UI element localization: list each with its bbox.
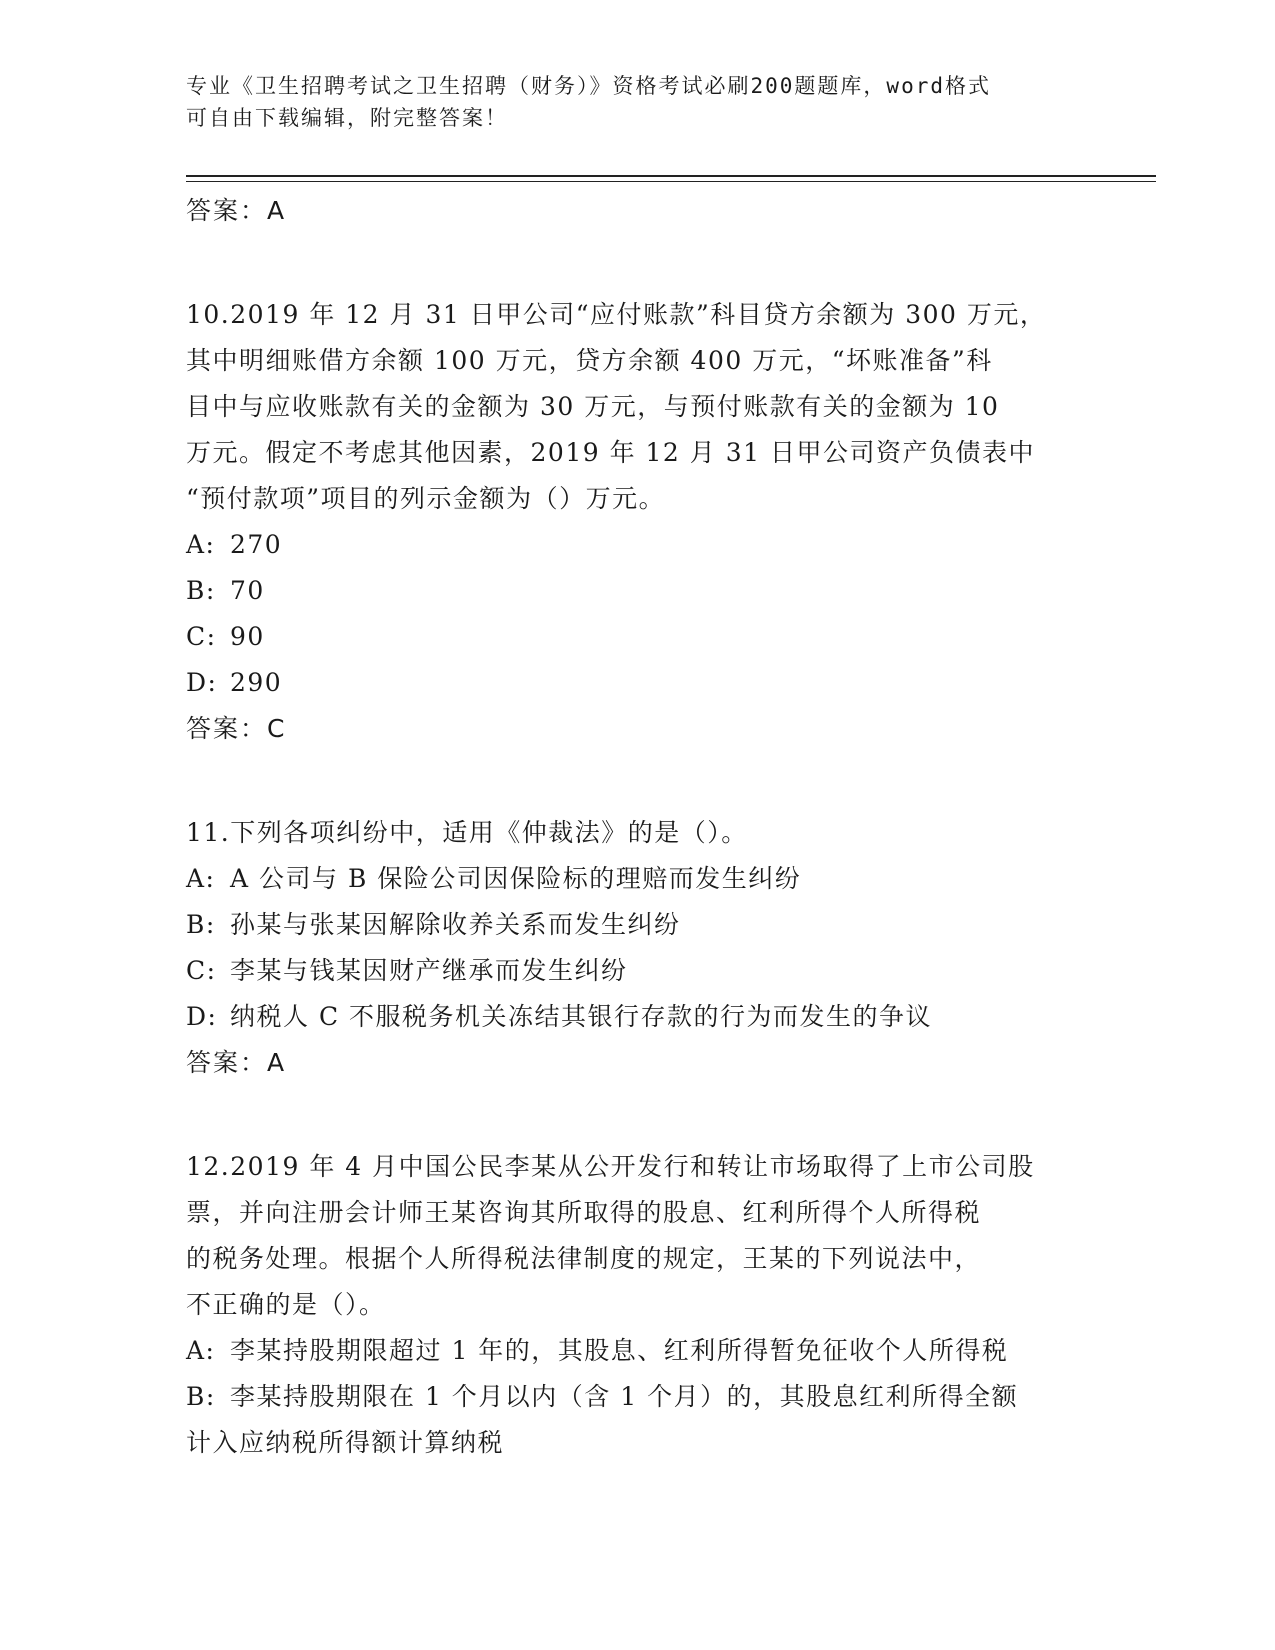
- question-10-option-b: [186, 568, 1086, 614]
- option-text: A 公司与 B 保险公司因保险标的理赔而发生纠纷: [230, 864, 802, 893]
- question-12-line-3: 的税务处理。根据个人所得税法律制度的规定，王某的下列说法中，: [186, 1244, 982, 1273]
- question-10-line-1: 10.2019 年 12 月 31 日甲公司“应付账款”科目贷方余额为 300 万元，: [186, 300, 1047, 329]
- question-12: [186, 1144, 1086, 1466]
- header-line-1: 专业《卫生招聘考试之卫生招聘（财务）》资格考试必刷200题题库，word格式: [186, 74, 991, 98]
- option-label: C:: [186, 956, 217, 985]
- question-11-answer: 答案：A: [186, 1048, 287, 1077]
- question-12-option-a: [186, 1328, 1086, 1374]
- spacer: [186, 234, 1086, 292]
- question-12-line-4: 不正确的是（）。: [186, 1290, 386, 1319]
- option-label: A:: [186, 530, 216, 559]
- question-10-option-c: [186, 614, 1086, 660]
- question-10-line-5: “预付款项”项目的列示金额为（）万元。: [186, 484, 666, 513]
- option-label: B:: [186, 910, 216, 939]
- question-11-option-d: [186, 994, 1086, 1040]
- option-text: 李某持股期限超过 1 年的，其股息、红利所得暂免征收个人所得税: [230, 1336, 1009, 1365]
- option-text: 孙某与张某因解除收养关系而发生纠纷: [230, 910, 681, 939]
- header-divider-thin: [186, 181, 1156, 182]
- question-10: [186, 292, 1086, 752]
- question-11-line-1: 11.下列各项纠纷中，适用《仲裁法》的是（）。: [186, 818, 748, 847]
- option-label: B:: [186, 1382, 216, 1411]
- option-label: D:: [186, 668, 218, 697]
- document-body: [186, 188, 1086, 1466]
- question-11-option-c: [186, 948, 1086, 994]
- question-12-line-1: 12.2019 年 4 月中国公民李某从公开发行和转让市场取得了上市公司股: [186, 1152, 1035, 1181]
- question-10-option-a: [186, 522, 1086, 568]
- option-text: 李某持股期限在 1 个月以内（含 1 个月）的，其股息红利所得全额: [230, 1382, 1019, 1411]
- option-label: C:: [186, 622, 217, 651]
- answer-previous: 答案：A: [186, 196, 287, 225]
- spacer: [186, 1086, 1086, 1144]
- option-label: A:: [186, 1336, 216, 1365]
- question-10-line-3: 目中与应收账款有关的金额为 30 万元，与预付账款有关的金额为 10: [186, 392, 1000, 421]
- question-12-line-2: 票，并向注册会计师王某咨询其所取得的股息、红利所得个人所得税: [186, 1198, 982, 1227]
- option-label: A:: [186, 864, 216, 893]
- option-text: 纳税人 C 不服税务机关冻结其银行存款的行为而发生的争议: [230, 1002, 933, 1031]
- question-11-option-b: [186, 902, 1086, 948]
- option-text: 70: [230, 576, 265, 605]
- document-header: [186, 70, 1066, 134]
- question-12-option-b: [186, 1374, 1086, 1420]
- option-text: 290: [230, 668, 283, 697]
- question-12-option-b-continuation: 计入应纳税所得额计算纳税: [186, 1428, 505, 1457]
- question-11-option-a: [186, 856, 1086, 902]
- option-label: B:: [186, 576, 216, 605]
- option-text: 李某与钱某因财产继承而发生纠纷: [230, 956, 628, 985]
- question-10-option-d: [186, 660, 1086, 706]
- option-text: 270: [230, 530, 283, 559]
- question-10-line-4: 万元。假定不考虑其他因素，2019 年 12 月 31 日甲公司资产负债表中: [186, 438, 1035, 467]
- header-line-2: 可自由下载编辑，附完整答案！: [186, 106, 508, 130]
- question-11: [186, 810, 1086, 1086]
- header-divider-thick: [186, 175, 1156, 177]
- question-10-line-2: 其中明细账借方余额 100 万元，贷方余额 400 万元，“坏账准备”科: [186, 346, 993, 375]
- spacer: [186, 752, 1086, 810]
- option-text: 90: [230, 622, 265, 651]
- question-10-answer: 答案：C: [186, 714, 287, 743]
- option-label: D:: [186, 1002, 218, 1031]
